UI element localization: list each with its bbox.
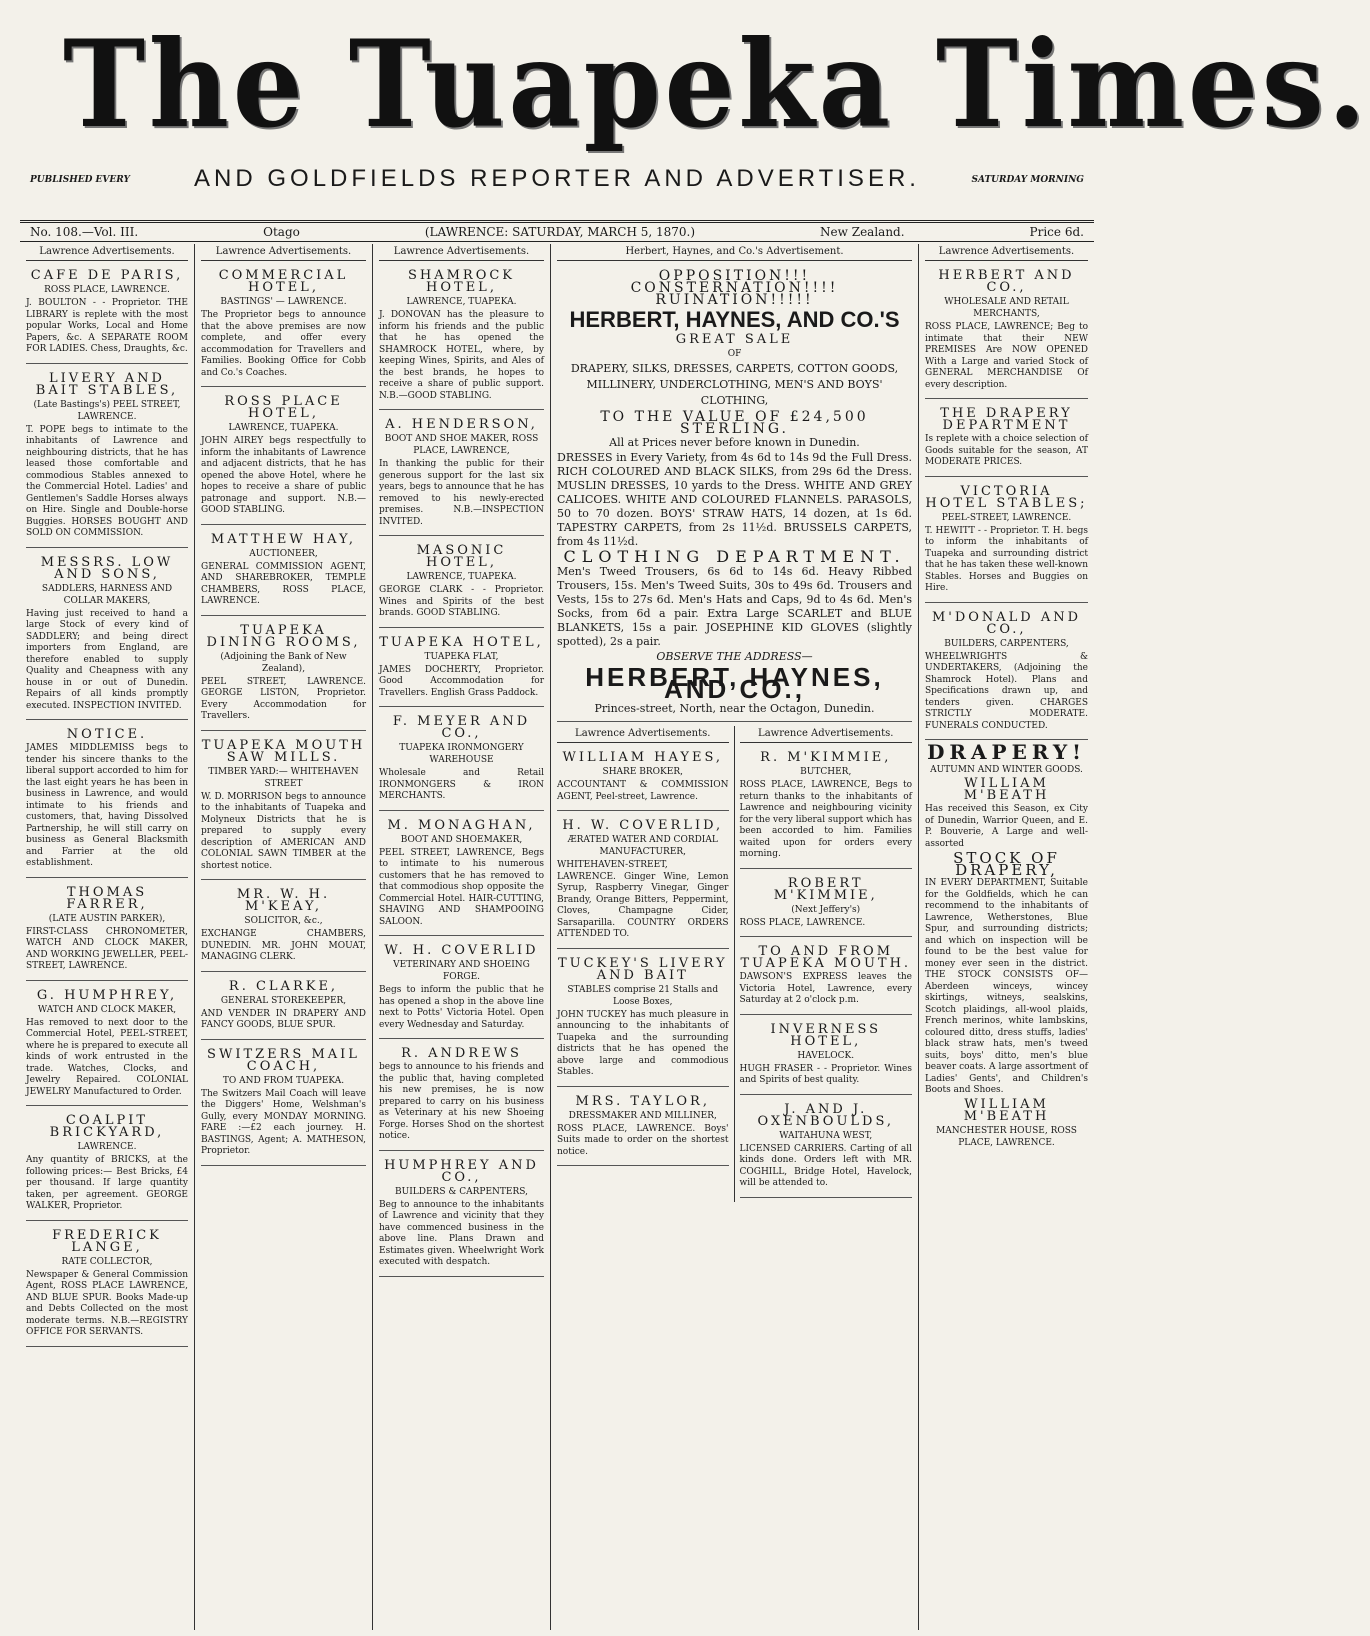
ad-subheading: SOLICITOR, &c., <box>244 916 323 926</box>
column-header: Herbert, Haynes, and Co.'s Advertisement. <box>557 244 912 261</box>
column-2 <box>195 244 373 1630</box>
ad-heading: TUAPEKA MOUTH SAW MILLS. <box>201 737 366 765</box>
advertisement <box>201 620 366 731</box>
ad-body: JOHN TUCKEY has much pleasure in announcing to the inhabitants of Tuapeka and the surrounding districts that he has opened the above large and commodious Stables. <box>557 1009 729 1077</box>
ad-subheading: TO AND FROM TUAPEKA. <box>222 1075 345 1086</box>
column-5 <box>919 244 1094 1630</box>
firm-name-2: HERBERT, HAYNES, AND CO., <box>585 662 884 704</box>
stock-headline: STOCK OF DRAPERY, <box>953 849 1060 879</box>
columns <box>20 244 1094 1630</box>
ad-heading: F. MEYER AND CO., <box>392 714 531 741</box>
ad-heading: TUAPEKA DINING ROOMS, <box>206 622 361 650</box>
sub-columns <box>557 726 912 1202</box>
advertisement <box>379 1155 544 1277</box>
ad-body: T. HEWITT - - Proprietor. T. H. begs to inform the inhabitants of Tuapeka and surrounding district that he has taken these well-known Stables. Horses and Buggies on Hire. <box>925 525 1088 593</box>
ad-subheading: WATCH AND CLOCK MAKER, <box>37 1004 177 1015</box>
ad-body: EXCHANGE CHAMBERS, DUNEDIN. MR. JOHN MOUAT, MANAGING CLERK. <box>201 929 366 962</box>
ad-heading: A. HENDERSON, <box>385 417 538 432</box>
ad-heading: NOTICE. <box>66 727 148 742</box>
advertisement <box>201 976 366 1040</box>
ad-heading: COMMERCIAL HOTEL, <box>218 268 349 295</box>
ad-body: In thanking the public for their generous support for the last six years, begs to announce that he has removed to his newly-erected premises. N.B.—INSPECTION INVITED. <box>379 459 544 527</box>
issue-date: (LAWRENCE: SATURDAY, MARCH 5, 1870.) <box>424 225 696 239</box>
ad-subheading: ROSS PLACE, LAWRENCE. <box>44 285 170 295</box>
column-3 <box>373 244 551 1630</box>
stock-body: IN EVERY DEPARTMENT, Suitable for the Goldfields, which he can recommend to the inhabitants of Lawrence, Wetherstones, Blue Spur, and surrounding districts; and which on inspection will be found to be the best value for money ever seen in the district. THE STOCK CONSISTS OF— Aberdeen winceys, wincey skirtings, witneys, sealskins, Scotch plaidings, all-wool plaids, French merinos, white lambskins, coloured ditto, dress stuffs, ladies' black straw hats, men's tweed suits, boys' ditto, men's blue beaver coats. A large assortment of Ladies' Gents', and Children's Boots and Shoes. <box>925 878 1088 1095</box>
ad-body: ROSS PLACE, LAWRENCE. Boys' Suits made to order on the shortest notice. <box>557 1123 729 1157</box>
ad-subheading: BUTCHER, <box>800 767 852 777</box>
ad-subheading: (Late Bastings's) PEEL STREET, LAWRENCE. <box>33 399 181 422</box>
masthead <box>20 10 1370 160</box>
saturday-morning: SATURDAY MORNING <box>971 175 1084 185</box>
ad-subheading: LAWRENCE, TUAPEKA. <box>406 297 517 307</box>
advertisement <box>201 1044 366 1166</box>
autumn-goods: AUTUMN AND WINTER GOODS. <box>930 765 1083 775</box>
ad-heading: M. MONAGHAN, <box>387 817 536 833</box>
firm-address: Princes-street, North, near the Octagon, Dunedin. <box>594 702 875 715</box>
ad-body: Begs to inform the public that he has opened a shop in the above line next to Potts' Victoria Hotel. Open every Wednesday and Saturday. <box>379 985 544 1030</box>
advertisement <box>557 1091 729 1167</box>
ad-heading: THOMAS FARRER, <box>66 884 148 912</box>
advertisement <box>925 265 1088 399</box>
ad-body: GEORGE CLARK - - Proprietor. Wines and Spirits of the best brands. GOOD STABLING. <box>379 585 544 618</box>
sale-items: DRESSES in Every Variety, from 4s 6d to 14s 9d the Full Dress. RICH COLOURED AND BLACK SILKS, from 29s 6d the Dress. MUSLIN DRESSES, 10 yards to the Dress. WHITE AND GREY CALICOES. WHITE AND COLOURED FLANNELS. PARASOLS, 50 to 70 dozen. BOYS' STRAW HATS, 14 dozen, at 1s 6d. TAPESTRY CARPETS, from 2s 11½d. BRUSSELS CARPETS, from 4s 11½d. <box>557 451 912 548</box>
ad-body: JAMES MIDDLEMISS begs to tender his sincere thanks to the liberal support accorded to him for the last eight years he has been in business in Lawrence, and would intimate to his friends and customers, that, having Dissolved Partnership, he will still carry on business as General Blacksmith and Farrier at the old establishment. <box>26 743 188 868</box>
ad-body: ROSS PLACE, LAWRENCE; Beg to intimate that their NEW PREMISES Are NOW OPENED With a Large and varied Stock of GENERAL MERCHANDISE Of every description. <box>925 322 1088 390</box>
ad-body: J. BOULTON - - Proprietor. THE LIBRARY is replete with the most popular Works, Local and Home Papers, &c. A SEPARATE ROOM FOR LADIES. Chess, Draughts, &c. <box>26 298 188 354</box>
advertisement <box>557 815 729 949</box>
issue-number: No. 108.—Vol. III. <box>30 225 139 239</box>
advertisement <box>379 414 544 536</box>
ad-body: The Proprietor begs to announce that the above premises are now complete, and offer every accommodation for Travellers and Families. Booking Office for Cobb and Co.'s Coaches. <box>201 310 366 378</box>
advertisement <box>26 1225 188 1347</box>
firm-name: HERBERT, HAYNES, AND CO.'S <box>569 307 900 332</box>
ad-heading: TO AND FROM TUAPEKA MOUTH. <box>740 944 912 971</box>
herbert-haynes-ad <box>557 265 912 722</box>
ad-heading: MRS. TAYLOR, <box>575 1093 710 1109</box>
ad-heading: TUCKEY'S LIVERY AND BAIT <box>557 955 728 983</box>
ad-subheading: BUILDERS, CARPENTERS, <box>944 638 1069 649</box>
ad-list <box>379 265 544 1277</box>
ad-heading: MR. W. H. M'KEAY, <box>236 887 331 914</box>
ad-body: ROSS PLACE, LAWRENCE. <box>739 917 866 928</box>
column-header: Lawrence Advertisements. <box>925 244 1088 261</box>
ad-heading: FREDERICK LANGE, <box>52 1227 162 1255</box>
advertisement <box>379 632 544 708</box>
ad-subheading: RATE COLLECTOR, <box>61 1256 153 1267</box>
ad-body: begs to announce to his friends and the public that, having completed his new premises, he is now prepared to carry on his business as Veterinary at his new Shoeing Forge. Horses Shod on the shortest notice. <box>379 1062 544 1141</box>
advertisement <box>26 265 188 364</box>
ad-body: J. DONOVAN has the pleasure to inform his friends and the public that he has opened the SHAMROCK HOTEL, where, by keeping Wines, Spirits, and Ales of the best brands, he hopes to receive a share of public support. N.B.—GOOD STABLING. <box>379 310 544 401</box>
column-4 <box>551 244 919 1630</box>
ad-list <box>740 747 913 1198</box>
advertisement <box>925 607 1088 741</box>
prices-line: All at Prices never before known in Dunedin. <box>609 436 860 449</box>
ad-heading: SHAMROCK HOTEL, <box>407 268 516 295</box>
ad-heading: MASONIC HOTEL, <box>416 543 507 570</box>
subtitle: AND GOLDFIELDS REPORTER AND ADVERTISER. <box>194 165 920 192</box>
ad-subheading: SHARE BROKER, <box>602 767 683 777</box>
advertisement <box>740 873 913 938</box>
column-header: Lawrence Advertisements. <box>557 726 729 743</box>
ad-heading: WILLIAM HAYES, <box>562 750 724 765</box>
ad-subheading: (Next Jeffery's) <box>791 904 861 915</box>
advertisement <box>201 884 366 972</box>
ad-heading: M'DONALD AND CO., <box>931 609 1082 637</box>
great-sale: GREAT SALE <box>675 332 794 347</box>
ad-heading: HUMPHREY AND CO., <box>384 1157 539 1185</box>
dateline <box>20 220 1094 242</box>
region: Otago <box>263 225 300 239</box>
advertisement <box>379 815 544 937</box>
footer-name: WILLIAM M'BEATH <box>963 1096 1050 1124</box>
ad-heading: J. AND J. OXENBOULDS, <box>757 1101 895 1129</box>
ad-subheading: BOOT AND SHOE MAKER, ROSS PLACE, LAWRENCE, <box>384 434 539 456</box>
advertisement <box>925 403 1088 477</box>
advertisement <box>26 1110 188 1221</box>
ad-subheading: WAITAHUNA WEST, <box>779 1130 873 1141</box>
ad-body: JOHN AIREY begs respectfully to inform the inhabitants of Lawrence and adjacent districts, that he has opened the above Hotel, where he hopes to receive a share of public patronage and support. N.B.—GOOD STABLING. <box>201 436 366 515</box>
ad-heading: SWITZERS MAIL COACH, <box>207 1046 360 1074</box>
advertisement <box>201 529 366 616</box>
ad-subheading: DRESSMAKER AND MILLINER, <box>568 1110 717 1121</box>
opposition-headline: OPPOSITION!!! CONSTERNATION!!!! RUINATION!!!!! <box>630 268 839 308</box>
footer-address: MANCHESTER HOUSE, ROSS PLACE, LAWRENCE. <box>936 1125 1077 1148</box>
ad-body: JAMES DOCHERTY, Proprietor. Good Accommodation for Travellers. English Grass Paddock. <box>379 664 544 698</box>
advertisement <box>557 953 729 1087</box>
ad-body: ACCOUNTANT & COMMISSION AGENT, Peel-street, Lawrence. <box>557 780 729 802</box>
advertisement <box>740 747 913 869</box>
ad-body: FIRST-CLASS CHRONOMETER, WATCH AND CLOCK MAKER, AND WORKING JEWELLER, PEEL-STREET, LAWRENCE. <box>26 926 188 971</box>
ad-body: WHEELWRIGHTS & UNDERTAKERS, (Adjoining the Shamrock Hotel). Plans and Specifications drawn up, and tenders given. CHARGES STRICTLY MODERATE. FUNERALS CONDUCTED. <box>925 651 1088 731</box>
advertisement <box>26 552 188 721</box>
sub-column-b <box>735 726 913 1202</box>
ad-body: Any quantity of BRICKS, at the following prices:— Best Bricks, £4 per thousand. If large quantity taken, per agreement. GEORGE WALKER, Proprietor. <box>26 1155 188 1211</box>
ad-heading: INVERNESS HOTEL, <box>770 1021 882 1049</box>
column-header: Lawrence Advertisements. <box>379 244 544 261</box>
ad-body: Having just received to hand a large Stock of every kind of SADDLERY; and being direct importers from England, are therefore enabled to supply Quality and Cheapness with any house in or out of Dunedin. Repairs of all kinds promptly executed. INSPECTION INVITED. <box>26 608 188 711</box>
ad-subheading: LAWRENCE, TUAPEKA. <box>406 572 517 582</box>
advertisement <box>201 735 366 881</box>
ad-subheading: TUAPEKA FLAT, <box>424 651 499 662</box>
ad-heading: TUAPEKA HOTEL, <box>379 634 544 650</box>
ad-body: Is replete with a choice selection of Goods suitable for the season, AT MODERATE PRICES. <box>925 434 1088 467</box>
ad-body: W. D. MORRISON begs to announce to the inhabitants of Tuapeka and Molyneux Districts that he is prepared to supply every description of AMERICAN AND COLONIAL SAWN TIMBER at the shortest notice. <box>201 791 366 871</box>
ad-heading: LIVERY AND BAIT STABLES, <box>35 370 179 398</box>
ad-subheading: ÆRATED WATER AND CORDIAL MANUFACTURER, <box>567 835 718 857</box>
ad-list <box>925 265 1088 740</box>
ad-heading: HERBERT AND CO., <box>938 268 1075 295</box>
ad-body: T. POPE begs to intimate to the inhabitants of Lawrence and neighbouring districts, that he has leased those comfortable and commodious Stables annexed to the Commercial Hotel. Ladies' and Gentlemen's Saddle Horses always on Hire. Single and Double-horse Buggies. HORSES BOUGHT AND SOLD ON COMMISSION. <box>26 424 188 538</box>
advertisement <box>740 1019 913 1095</box>
ad-subheading: HAVELOCK. <box>797 1050 855 1061</box>
ad-body: WHITEHAVEN-STREET, LAWRENCE. Ginger Wine, Lemon Syrup, Raspberry Vinegar, Ginger Brandy, Orange Bitters, Peppermint, Cloves, Champagne Cider, Sarsaparilla. COUNTRY ORDERS ATTENDED TO. <box>557 860 729 939</box>
ad-subheading: SADDLERS, HARNESS AND COLLAR MAKERS, <box>41 583 173 606</box>
advertisement <box>740 941 913 1015</box>
ad-heading: W. H. COVERLID <box>384 943 539 958</box>
ad-body: Newspaper & General Commission Agent, ROSS PLACE LAWRENCE, AND BLUE SPUR. Books Made-up and Debts Collected on the most moderate terms. N.B.—REGISTRY OFFICE FOR SERVANTS. <box>26 1269 188 1337</box>
ad-heading: H. W. COVERLID, <box>562 818 724 833</box>
ad-subheading: (LATE AUSTIN PARKER), <box>48 913 166 924</box>
subtitle-row <box>20 165 1094 195</box>
advertisement <box>925 481 1088 603</box>
advertisement <box>379 540 544 628</box>
ad-body: Beg to announce to the inhabitants of Lawrence and vicinity that they have commenced business in the above line. Plans Drawn and Estimates given. Wheelwright Work executed with despatch. <box>379 1199 544 1267</box>
mbeath-name: WILLIAM M'BEATH <box>963 776 1050 803</box>
ad-heading: R. CLARKE, <box>228 978 339 994</box>
ad-subheading: WHOLESALE AND RETAIL MERCHANTS, <box>944 297 1069 319</box>
price: Price 6d. <box>1029 225 1084 239</box>
newspaper-title: The Tuapeka Times. <box>62 14 1370 155</box>
drapery-headline: DRAPERY! <box>927 740 1086 764</box>
ad-subheading: BOOT AND SHOEMAKER, <box>400 834 523 845</box>
column-header: Lawrence Advertisements. <box>201 244 366 261</box>
ad-list <box>557 747 729 1166</box>
ad-heading: THE DRAPERY DEPARTMENT <box>940 406 1073 433</box>
sub-column-a <box>557 726 735 1202</box>
goods-line: DRAPERY, SILKS, DRESSES, CARPETS, COTTON GOODS, MILLINERY, UNDERCLOTHING, MEN'S AND BOYS' CLOTHING, <box>570 362 899 407</box>
ad-body: ROSS PLACE, LAWRENCE, Begs to return thanks to the inhabitants of Lawrence and neighbouring vicinity for the very liberal support which has been accorded to him. Families waited upon for orders every morning. <box>739 780 912 859</box>
advertisement <box>26 985 188 1107</box>
advertisement <box>379 711 544 811</box>
mbeath-body: Has received this Season, ex City of Dunedin, Warrior Queen, and E. P. Bouverie, A Large and well-assorted <box>925 804 1088 849</box>
of-label: OF <box>727 349 742 359</box>
ad-heading: G. HUMPHREY, <box>36 987 178 1003</box>
ad-list <box>201 265 366 1166</box>
advertisement <box>201 391 366 525</box>
ad-heading: ROBERT M'KIMMIE, <box>773 875 878 903</box>
column-header: Lawrence Advertisements. <box>26 244 188 261</box>
advertisement <box>557 747 729 811</box>
column-1 <box>20 244 195 1630</box>
ad-body: PEEL STREET, LAWRENCE. GEORGE LISTON, Proprietor. Every Accommodation for Travellers. <box>201 676 366 721</box>
ad-body: AND VENDER IN DRAPERY AND FANCY GOODS, BLUE SPUR. <box>201 1008 366 1030</box>
advertisement <box>26 724 188 878</box>
ad-heading: MESSRS. LOW AND SONS, <box>40 554 174 582</box>
ad-subheading: TIMBER YARD:— WHITEHAVEN STREET <box>208 766 359 789</box>
observe-address: OBSERVE THE ADDRESS— <box>656 650 813 663</box>
ad-subheading: VETERINARY AND SHOEING FORGE. <box>393 960 530 982</box>
ad-heading: R. M'KIMMIE, <box>760 750 892 765</box>
column-header: Lawrence Advertisements. <box>740 726 913 743</box>
country: New Zealand. <box>820 225 905 239</box>
ad-body: Has removed to next door to the Commercial Hotel, PEEL-STREET, where he is prepared to execute all kinds of work entrusted in the trade. Watches, Clocks, and Jewelry Repaired. COLONIAL JEWELRY Manufactured to Order. <box>26 1017 188 1097</box>
published-every: PUBLISHED EVERY <box>30 175 130 185</box>
ad-body: DAWSON'S EXPRESS leaves the Victoria Hotel, Lawrence, every Saturday at 2 o'clock p.m. <box>739 972 912 1005</box>
clothing-dept: CLOTHING DEPARTMENT. <box>563 547 906 566</box>
ad-subheading: BASTINGS' — LAWRENCE. <box>220 297 347 307</box>
ad-body: HUGH FRASER - - Proprietor. Wines and Spirits of best quality. <box>739 1063 912 1085</box>
ad-subheading: STABLES comprise 21 Stalls and Loose Boxes, <box>567 984 719 1007</box>
advertisement <box>26 368 188 548</box>
advertisement <box>740 1099 913 1198</box>
value-line: TO THE VALUE OF £24,500 STERLING. <box>600 409 869 437</box>
ad-subheading: GENERAL STOREKEEPER, <box>220 995 347 1006</box>
advertisement <box>379 265 544 410</box>
ad-body: The Switzers Mail Coach will leave the Diggers' Home, Welshman's Gully, every MONDAY MORNING. FARE :—£2 each journey. H. BASTINGS, Agent; A. MATHESON, Proprietor. <box>201 1088 366 1156</box>
ad-heading: MATTHEW HAY, <box>210 531 357 547</box>
advertisement <box>201 265 366 387</box>
ad-heading: CAFE DE PARIS, <box>30 268 184 283</box>
ad-list <box>26 265 188 1347</box>
ad-body: GENERAL COMMISSION AGENT, AND SHAREBROKER, TEMPLE CHAMBERS, ROSS PLACE, LAWRENCE. <box>201 561 366 606</box>
ad-heading: VICTORIA HOTEL STABLES; <box>925 483 1088 511</box>
ad-subheading: LAWRENCE, TUAPEKA. <box>228 423 339 433</box>
ad-body: Wholesale and Retail IRONMONGERS & IRON MERCHANTS. <box>379 768 544 801</box>
ad-heading: ROSS PLACE HOTEL, <box>224 394 343 421</box>
ad-subheading: AUCTIONEER, <box>249 548 318 559</box>
ad-subheading: PEEL-STREET, LAWRENCE. <box>941 512 1072 523</box>
ad-subheading: TUAPEKA IRONMONGERY WAREHOUSE <box>399 743 524 765</box>
ad-subheading: BUILDERS & CARPENTERS, <box>395 1186 528 1197</box>
clothing-items: Men's Tweed Trousers, 6s 6d to 14s 6d. Heavy Ribbed Trousers, 15s. Men's Tweed Suits, 30s to 49s 6d. Trousers and Vests, 15s to 27s 6d. Men's Hats and Caps, 9d to 4s 6d. Men's Socks, from 6d a pair. Extra Large SCARLET and BLUE BLANKETS, 15s a pair. JOSEPHINE KID GLOVES (slightly spotted), 2s a pair. <box>557 565 912 648</box>
advertisement <box>379 940 544 1039</box>
advertisement <box>379 1043 544 1151</box>
ad-heading: R. ANDREWS <box>401 1046 522 1061</box>
advertisement <box>26 882 188 981</box>
ad-heading: COALPIT BRICKYARD, <box>49 1113 165 1140</box>
ad-subheading: (Adjoining the Bank of New Zealand), <box>220 651 347 674</box>
ad-subheading: LAWRENCE. <box>77 1142 137 1152</box>
ad-body: LICENSED CARRIERS. Carting of all kinds done. Orders left with MR. COGHILL, Bridge Hotel, Havelock, will be attended to. <box>739 1143 912 1188</box>
ad-body: PEEL STREET, LAWRENCE, Begs to intimate to his numerous customers that he has removed to that commodious shop opposite the Commercial Hotel. HAIR-CUTTING, SHAVING AND SHAMPOOING SALOON. <box>379 847 544 927</box>
